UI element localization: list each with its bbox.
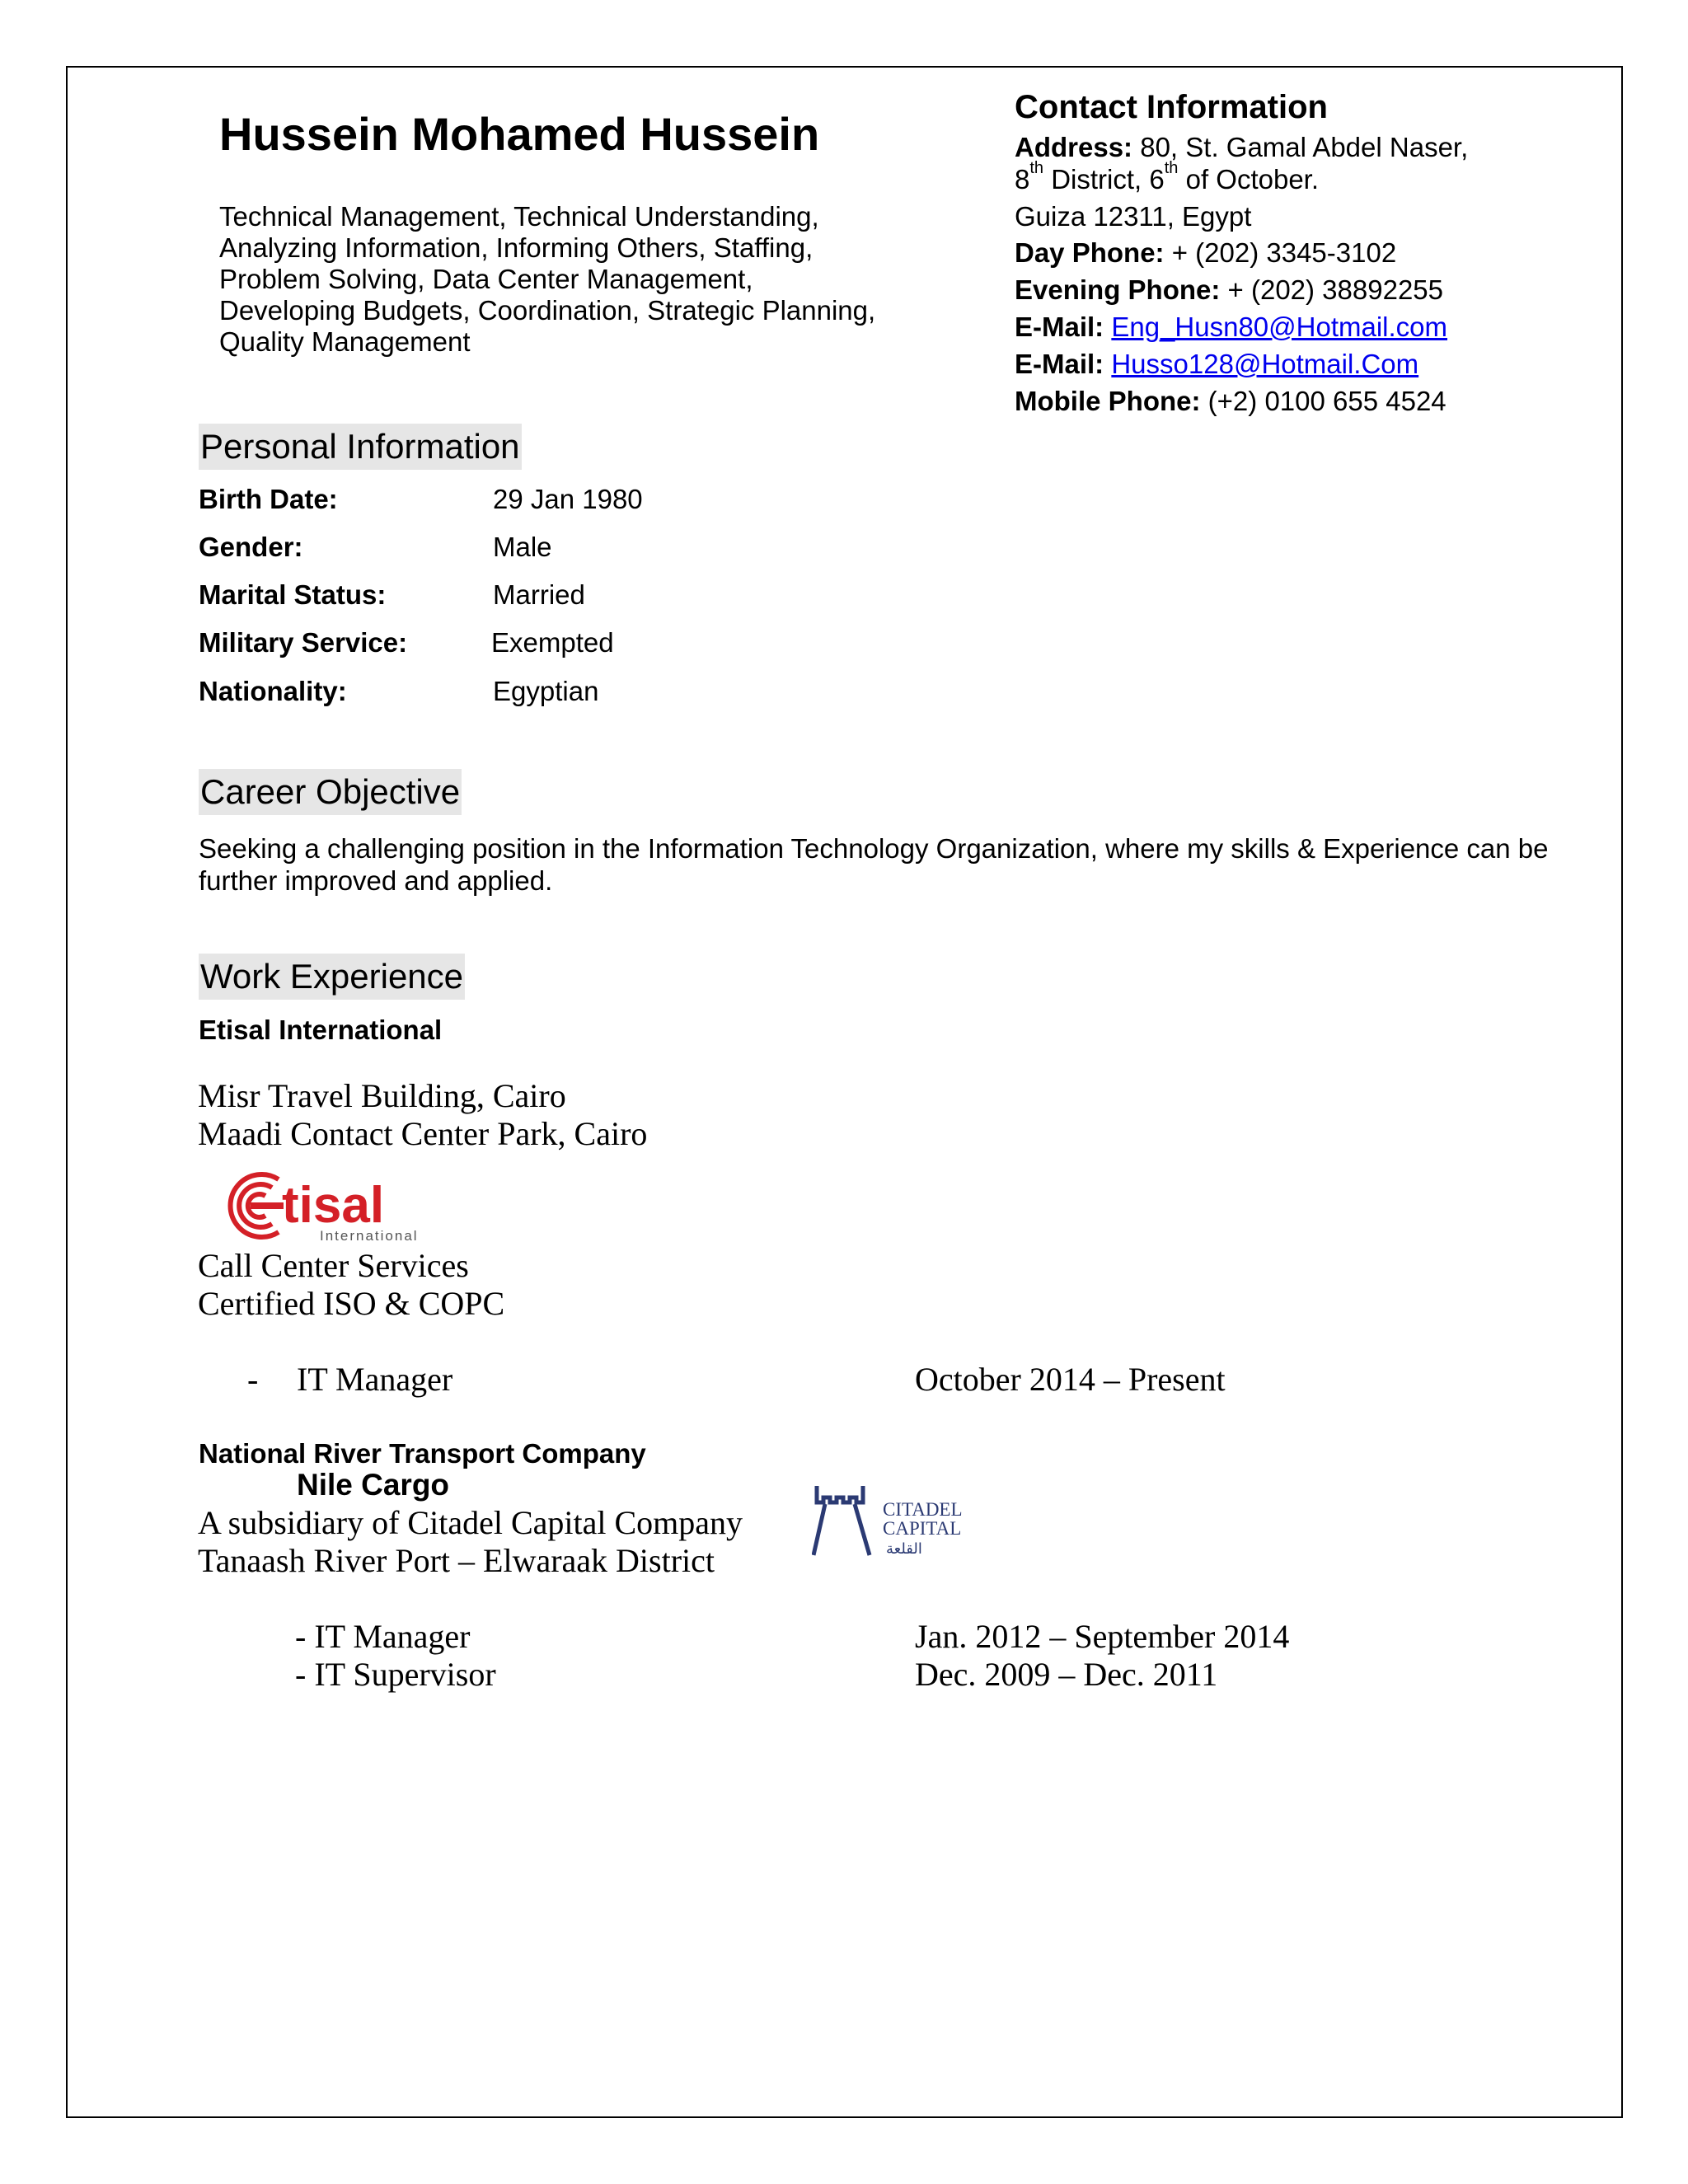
job1-certification: Certified ISO & COPC (198, 1285, 505, 1322)
career-objective-heading: Career Objective (199, 769, 462, 815)
candidate-name: Hussein Mohamed Hussein (219, 108, 820, 160)
personal-info-heading: Personal Information (199, 424, 522, 470)
etisal-logo-subtext: International (320, 1228, 419, 1244)
email-row-1 (1015, 312, 1447, 343)
etisal-logo-graphic (221, 1165, 439, 1247)
gender-label: Gender: (199, 532, 303, 562)
etisal-logo (221, 1165, 439, 1247)
citadel-logo-text-3: القلعة (886, 1540, 922, 1558)
mobile-label: Mobile Phone: (1015, 386, 1201, 416)
skills-summary: Technical Management, Technical Understanding, Analyzing Information, Informing Others, Staffing, Problem Solving, Data Center Management, Developing Budgets, Coordination, Strategic Planning, Quality Management (219, 201, 876, 357)
birth-date-label: Birth Date: (199, 484, 338, 514)
job2-period-1: Jan. 2012 – September 2014 (915, 1618, 1290, 1655)
citadel-logo-graphic (812, 1479, 985, 1558)
address-value: 80, St. Gamal Abdel Naser, (1140, 132, 1469, 162)
email-link-2[interactable]: Husso128@Hotmail.Com (1111, 349, 1419, 379)
citadel-logo-text-2: CAPITAL (883, 1518, 962, 1539)
marital-status-value: Married (493, 579, 585, 610)
etisal-logo-text: tisal (282, 1177, 385, 1234)
evening-phone-value: + (202) 38892255 (1227, 274, 1444, 305)
job1-role: IT Manager (297, 1361, 453, 1398)
address-line-3: Guiza 12311, Egypt (1015, 201, 1252, 232)
day-phone-value: + (202) 3345-3102 (1171, 237, 1397, 268)
military-service-value: Exempted (491, 627, 614, 658)
job2-period-2: Dec. 2009 – Dec. 2011 (915, 1656, 1218, 1693)
day-phone-label: Day Phone: (1015, 237, 1165, 268)
address-line-2 (1015, 159, 1320, 195)
job2-subsidiary: A subsidiary of Citadel Capital Company (198, 1504, 743, 1541)
birth-date-value: 29 Jan 1980 (493, 484, 643, 514)
military-service-label: Military Service: (199, 627, 408, 658)
email-label-2: E-Mail: (1015, 349, 1104, 379)
job1-service: Call Center Services (198, 1247, 469, 1284)
citadel-logo-text-1: CITADEL (883, 1499, 963, 1520)
address-october: of October. (1178, 164, 1320, 194)
job1-company: Etisal International (199, 1015, 443, 1045)
nationality-value: Egyptian (493, 676, 599, 706)
work-experience-heading: Work Experience (199, 954, 465, 1000)
mobile-row (1015, 386, 1447, 417)
citadel-capital-logo (812, 1479, 985, 1558)
job2-role-2: - IT Supervisor (295, 1656, 496, 1693)
address-district-number: 8 (1015, 164, 1030, 194)
day-phone-row (1015, 237, 1396, 269)
career-objective-text: Seeking a challenging position in the Information Technology Organization, where my skills & Experience can be further improved and applied. (199, 833, 1549, 896)
job1-period: October 2014 – Present (915, 1361, 1226, 1398)
contact-heading: Contact Information (1015, 89, 1328, 125)
gender-value: Male (493, 532, 552, 562)
marital-status-label: Marital Status: (199, 579, 387, 610)
address-sup-2: th (1164, 159, 1179, 177)
evening-phone-row (1015, 274, 1443, 306)
address-district: District, 6 (1043, 164, 1165, 194)
address-sup-1: th (1029, 159, 1044, 177)
address-label: Address: (1015, 132, 1133, 162)
job1-location-2: Maadi Contact Center Park, Cairo (198, 1115, 648, 1152)
address-line-1 (1015, 132, 1468, 163)
job1-location-1: Misr Travel Building, Cairo (198, 1077, 566, 1114)
job2-company: National River Transport Company (199, 1438, 646, 1469)
job2-sub-company: Nile Cargo (297, 1468, 450, 1502)
job2-role-1: - IT Manager (295, 1618, 471, 1655)
evening-phone-label: Evening Phone: (1015, 274, 1221, 305)
nationality-label: Nationality: (199, 676, 347, 706)
job2-location: Tanaash River Port – Elwaraak District (198, 1542, 715, 1579)
job1-bullet: - (247, 1361, 259, 1398)
mobile-value: (+2) 0100 655 4524 (1207, 386, 1447, 416)
email-label-1: E-Mail: (1015, 312, 1104, 342)
email-row-2 (1015, 349, 1418, 380)
email-link-1[interactable]: Eng_Husn80@Hotmail.com (1111, 312, 1448, 342)
